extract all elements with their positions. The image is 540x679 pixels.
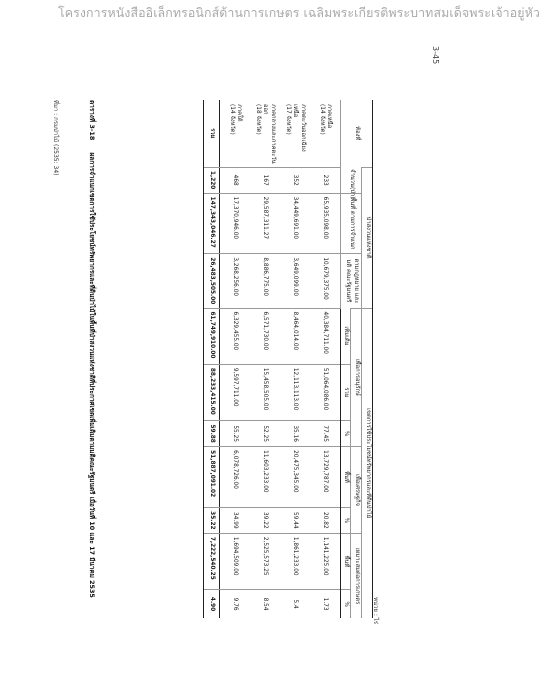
header-conservation: เพื่อการอนุรักษ์	[351, 308, 362, 447]
header-count: จำนวน(ป่า)	[340, 167, 362, 193]
pct-conservation-cell: 55.25	[219, 421, 250, 447]
total-row	[203, 100, 219, 618]
pct-economic-cell: 59.44	[280, 507, 310, 533]
total-pct-conservation: 59.88	[203, 421, 219, 447]
count-cell: 468	[219, 167, 250, 193]
region-name: ภาคกลางและภาคตะวันออก	[262, 104, 277, 164]
area-cab-cell: 10,679,375.00	[310, 254, 341, 308]
agri-area-cell: 2,525,573.25	[250, 533, 280, 589]
total-cell: 15,458,505.00	[250, 364, 280, 420]
pct-agriculture-cell: 9.76	[219, 590, 250, 618]
econ-area-cell: 11,603,233.00	[250, 447, 280, 508]
page-number: 3-45	[431, 46, 440, 65]
agri-area-cell: 1,861,233.00	[280, 533, 310, 589]
region-provinces: (14 จังหวัด)	[228, 104, 235, 135]
area-cab-cell: 8,886,775.00	[250, 254, 280, 308]
total-area-decl: 147,343,046.27	[203, 193, 219, 254]
region-name: ภาคใต้	[236, 104, 243, 122]
count-cell: 352	[280, 167, 310, 193]
area-decl-cell: 29,587,311.27	[250, 193, 280, 254]
header-pct-agriculture: %	[340, 590, 351, 618]
header-reserve-group: ป่าสงวนแห่งชาติ	[362, 167, 373, 308]
area-cab-cell: 3,268,256.00	[219, 254, 250, 308]
header-total: รวม	[340, 364, 351, 420]
total-cell: 12,113,113.00	[280, 364, 310, 420]
pct-conservation-cell: 77.45	[310, 421, 341, 447]
region-cell	[310, 100, 341, 167]
area-decl-cell: 65,935,098.00	[310, 193, 341, 254]
table-row	[280, 100, 310, 618]
header-area-by-cabinet: ตามกฎหมาย และมติ คณะรัฐมนตรี	[340, 254, 362, 308]
header-pct-economic: %	[340, 507, 351, 533]
total-count: 1,220	[203, 167, 219, 193]
added-cell: 40,384,711.00	[310, 308, 341, 364]
pct-economic-cell: 34.99	[219, 507, 250, 533]
count-cell: 167	[250, 167, 280, 193]
total-pct-agriculture: 4.90	[203, 590, 219, 618]
header-pct-conservation: %	[340, 421, 351, 447]
area-cab-cell: 3,649,099.00	[280, 254, 310, 308]
total-pct-economic: 35.22	[203, 507, 219, 533]
econ-area-cell: 6,078,726.00	[219, 447, 250, 508]
rotated-page-content	[38, 52, 428, 632]
region-cell	[280, 100, 310, 167]
header-agriculture: เหมาะสมต่อการเกษตร	[351, 533, 362, 618]
header-added: เพิ่มเติม	[340, 308, 351, 364]
pct-agriculture-cell: 5.4	[280, 590, 310, 618]
table-row	[250, 100, 280, 618]
header-economic: เพื่อเศรษฐกิจ	[351, 447, 362, 534]
total-area-cab: 26,483,505.00	[203, 254, 219, 308]
added-cell: 6,571,730.00	[250, 308, 280, 364]
added-cell: 6,329,455.00	[219, 308, 250, 364]
region-cell	[250, 100, 280, 167]
header-econ-area: พื้นที่	[340, 447, 351, 508]
econ-area-cell: 13,729,787.00	[310, 447, 341, 508]
region-cell	[219, 100, 250, 167]
header-row-1	[362, 100, 373, 618]
table-row	[219, 100, 250, 618]
header-area-by-decl: พื้นที่ ตามการจำแนก	[340, 193, 362, 254]
pct-agriculture-cell: 8.54	[250, 590, 280, 618]
header-zoning-group: เขตการใช้ประโยชน์ทรัพยากรและที่ดินป่าไม้	[362, 308, 373, 618]
header-agri-area: พื้นที่	[340, 533, 351, 589]
table-row	[310, 100, 341, 618]
count-cell: 233	[310, 167, 341, 193]
pct-conservation-cell: 35.16	[280, 421, 310, 447]
agri-area-cell: 1,141,225.00	[310, 533, 341, 589]
pct-economic-cell: 20.82	[310, 507, 341, 533]
caption-number: ตารางที่ 3-18	[88, 100, 96, 141]
data-table	[203, 100, 373, 618]
total-label: รวม	[203, 100, 219, 167]
area-decl-cell: 17,370,946.00	[219, 193, 250, 254]
header-region: ท้องที่	[340, 100, 372, 167]
total-cell: 9,597,711.00	[219, 364, 250, 420]
total-added: 61,749,910.00	[203, 308, 219, 364]
document-header: โครงการหนังสืออิเล็กทรอนิกส์ด้านการเกษตร เฉลิมพระเกียรติพระบาทสมเด็จพระเจ้าอยู่หัว	[58, 5, 540, 20]
unit-label: หน่วย : ไร่	[372, 596, 379, 624]
area-decl-cell: 34,449,691.00	[280, 193, 310, 254]
pct-agriculture-cell: 1.73	[310, 590, 341, 618]
agri-area-cell: 1,694,509.00	[219, 533, 250, 589]
total-agri-area: 7,222,540.25	[203, 533, 219, 589]
region-name: ภาคเหนือ	[326, 104, 333, 129]
pct-conservation-cell: 52.25	[250, 421, 280, 447]
caption-title: ผลการจำแนกเขตการใช้ประโยชน์ทรัพยากรและที่ดินป่าไม้ในพื้นที่ป่าสงวนแห่งชาติที่ประกาศเขตเพิ่มเติมตามมติคณะรัฐมนตรี เมื่อวันที่ 10 และ 17 มีนาคม 2535	[88, 152, 96, 598]
pct-economic-cell: 39.22	[250, 507, 280, 533]
total-total: 88,233,415.00	[203, 364, 219, 420]
econ-area-cell: 20,475,345.00	[280, 447, 310, 508]
header-row-2	[351, 100, 362, 618]
region-name: ภาคตะวันออกเฉียงเหนือ	[292, 104, 307, 152]
region-provinces: (17 จังหวัด)	[284, 104, 291, 135]
total-econ-area: 51,887,091.02	[203, 447, 219, 508]
table-caption	[87, 100, 97, 598]
region-provinces: (18 จังหวัด)	[254, 104, 261, 135]
source-note: ที่มา : กรมป่าไม้ (2535: 34)	[52, 100, 59, 176]
total-cell: 51,064,086.00	[310, 364, 341, 420]
added-cell: 8,464,014.00	[280, 308, 310, 364]
region-provinces: (14 จังหวัด)	[318, 104, 325, 135]
